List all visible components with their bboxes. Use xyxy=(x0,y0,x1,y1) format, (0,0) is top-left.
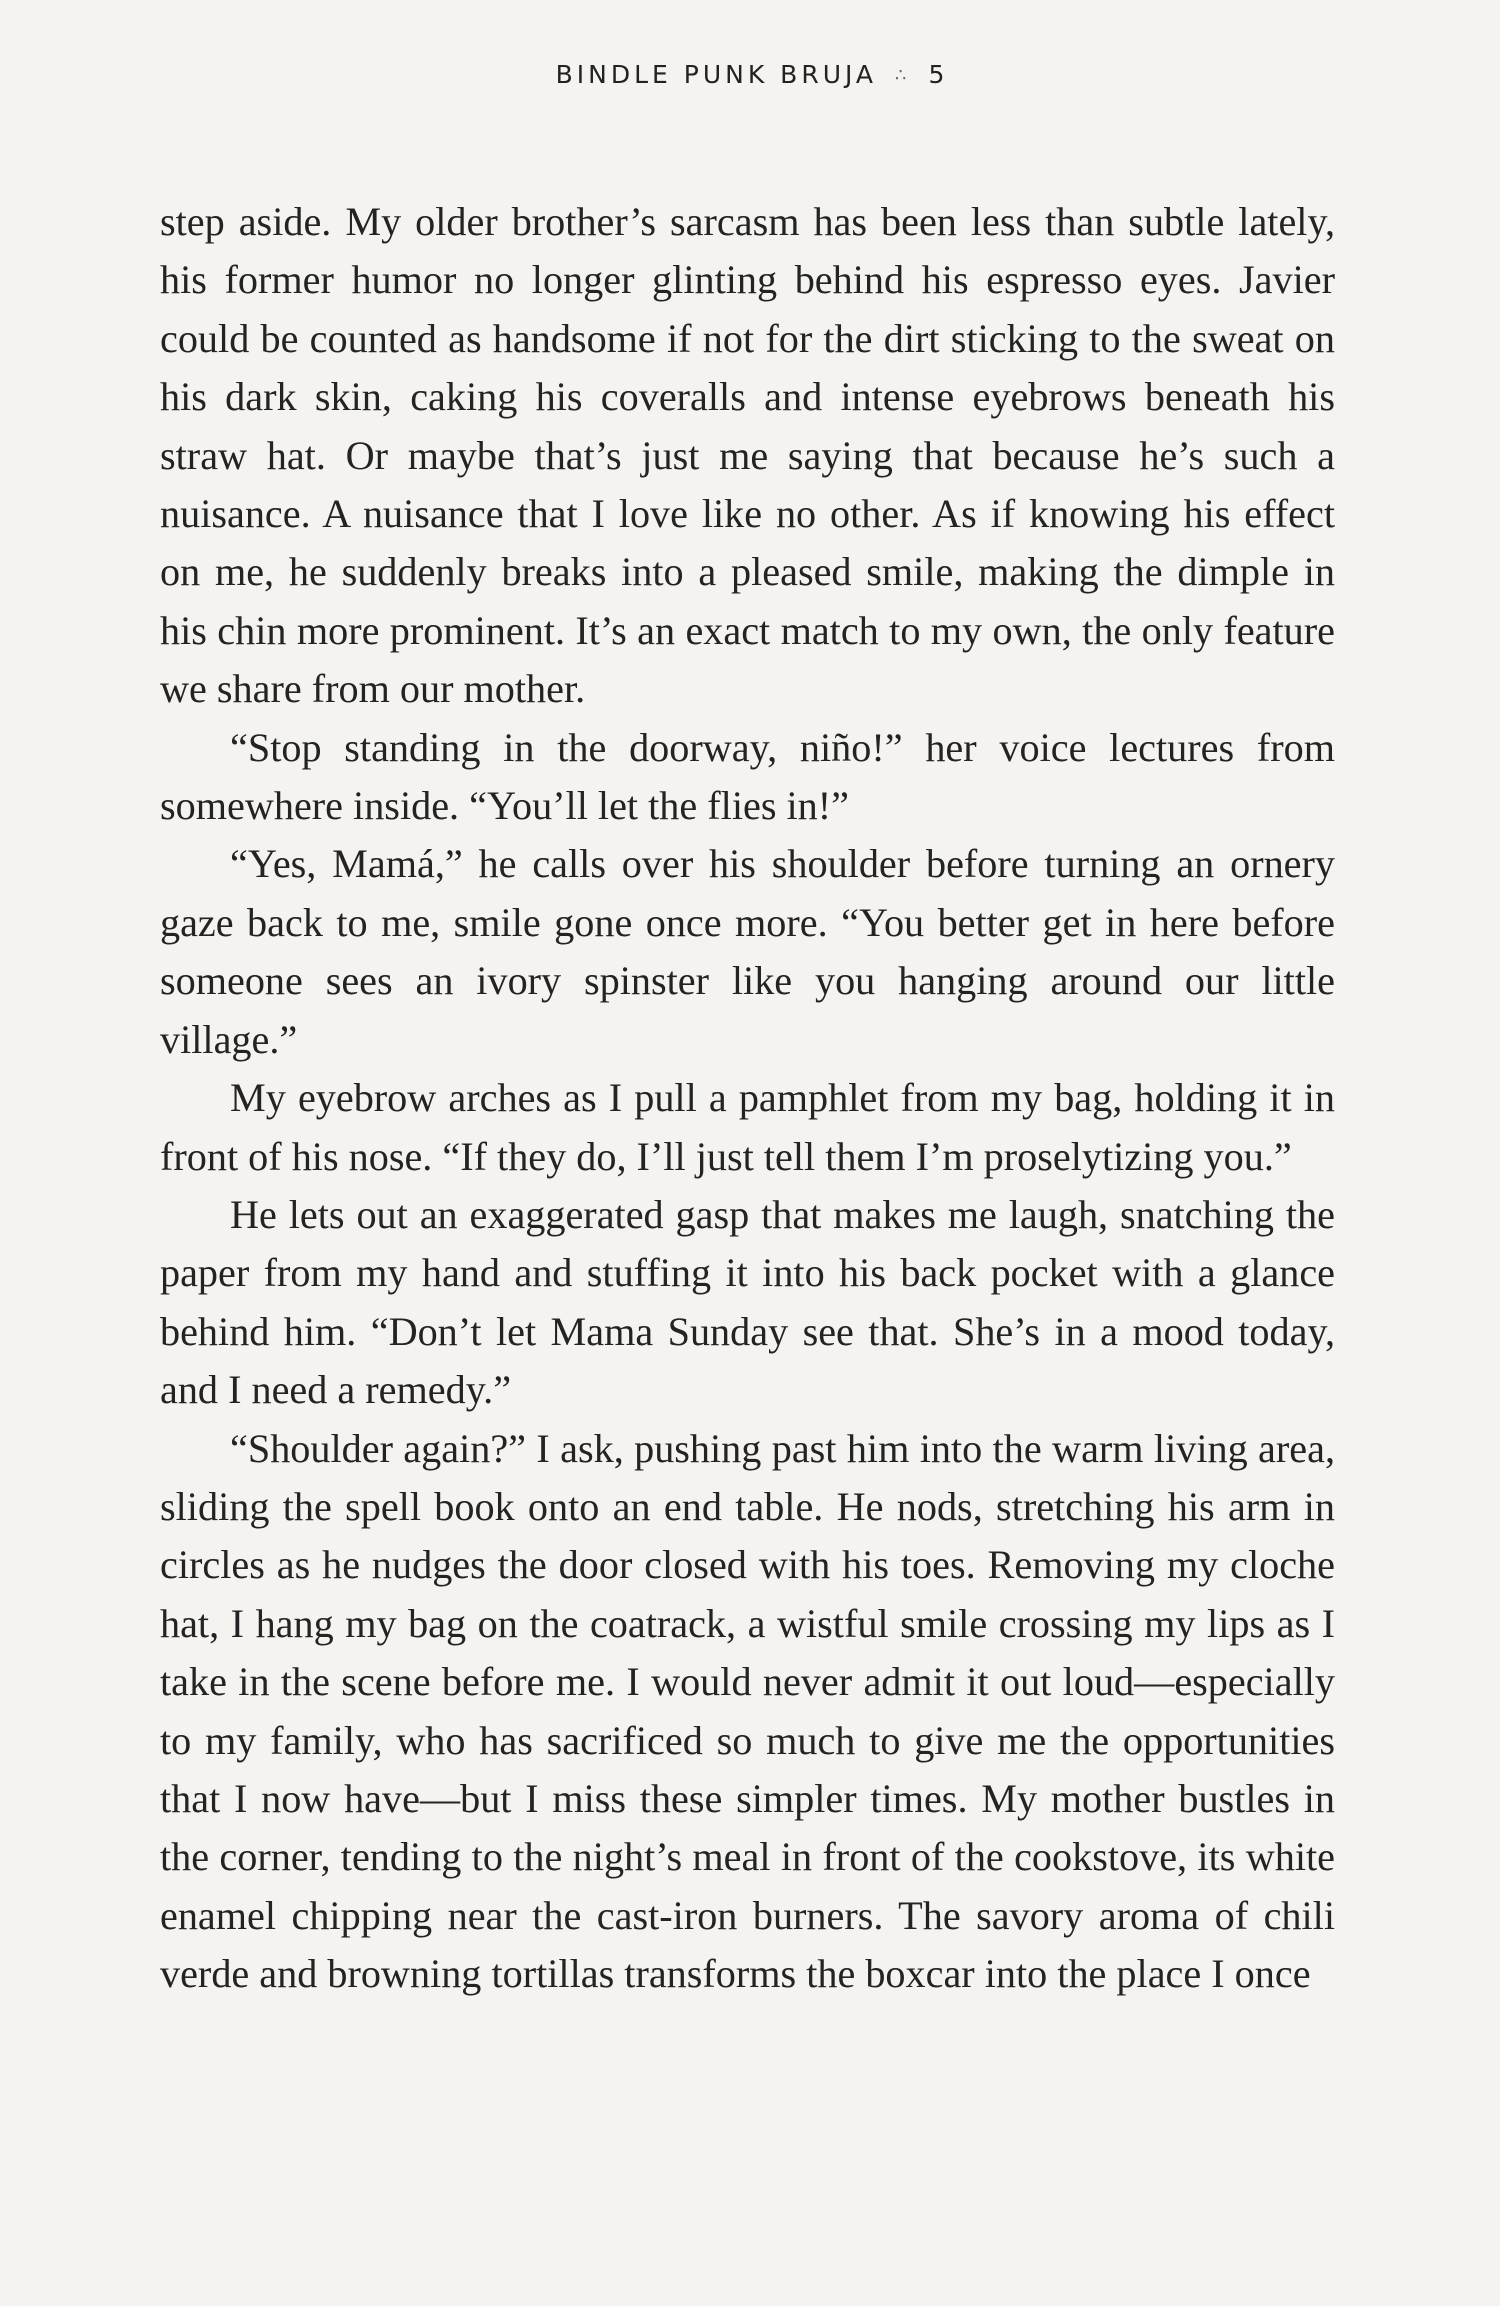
paragraph: My eyebrow arches as I pull a pamphlet from my bag, holding it in front of his nose. “If they do, I’ll just tell them I’m proselytizing you.” xyxy=(160,1075,1335,1179)
paragraph: “Stop standing in the doorway, niño!” her voice lectures from somewhere inside. “You’ll let the flies in!” xyxy=(160,724,1335,829)
paragraph: He lets out an exaggerated gasp that makes me laugh, snatching the paper from my hand and stuffing it into his back pocket with a glance behind him. “Don’t let Mama Sunday see that. She’s in a mood today, and I need a remedy.” xyxy=(160,1191,1335,1413)
body-text xyxy=(160,193,1335,2004)
paragraph: step aside. My older brother’s sarcasm has been less than subtle lately, his former humor no longer glinting behind his espresso eyes. Javier could be counted as handsome if not for the dirt sticking to the sweat on his dark skin, caking his coveralls and intense eyebrows beneath his straw hat. Or maybe that’s just me saying that because he’s such a nuisance. A nuisance that I love like no other. As if knowing his effect on me, he suddenly breaks into a pleased smile, making the dimple in his chin more prominent. It’s an exact match to my own, the only feature we share from our mother. xyxy=(160,199,1335,712)
ornament-icon: ∴ xyxy=(895,65,907,86)
page-number: 5 xyxy=(928,60,945,89)
paragraph: “Yes, Mamá,” he calls over his shoulder before turning an ornery gaze back to me, smile gone once more. “You better get in here before someone sees an ivory spinster like you hanging around our little village.” xyxy=(160,841,1335,1062)
paragraph: “Shoulder again?” I ask, pushing past him into the warm living area, sliding the spell book onto an end table. He nods, stretching his arm in circles as he nudges the door closed with his toes. Removing my cloche hat, I hang my bag on the coatrack, a wistful smile crossing my lips as I take in the scene before me. I would never admit it out loud—especially to my family, who has sacrificed so much to give me the opportunities that I now have—but I miss these simpler times. My mother bustles in the corner, tending to the night’s meal in front of the cookstove, its white enamel chipping near the cast-iron burners. The savory aroma of chili verde and browning tortillas transforms the boxcar into the place I once xyxy=(160,1425,1335,1997)
running-head xyxy=(0,60,1500,89)
book-title: BINDLE PUNK BRUJA xyxy=(555,60,878,89)
